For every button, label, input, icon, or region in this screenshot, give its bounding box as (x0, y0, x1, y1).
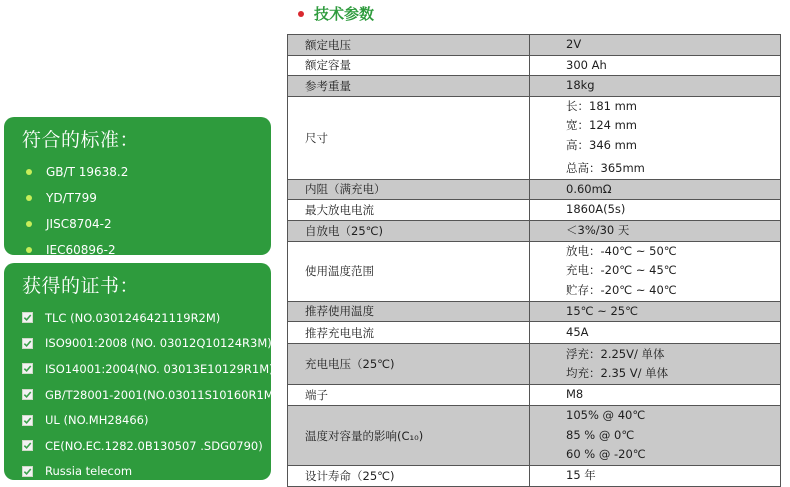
spec-value-line: 105% @ 40℃ (566, 408, 646, 423)
spec-value-line: 60 % @ -20℃ (566, 447, 646, 462)
spec-value-line: 贮存：-20℃ ~ 40℃ (566, 282, 677, 297)
spec-label: 端子 (288, 385, 530, 406)
spec-value (530, 220, 781, 241)
spec-row (288, 344, 781, 385)
spec-value-line: 均充：2.35 V/ 单体 (566, 366, 669, 380)
spec-row (288, 406, 781, 466)
spec-value (530, 241, 781, 301)
spec-value (530, 179, 781, 200)
spec-label: 额定容量 (288, 55, 530, 76)
standards-list (22, 159, 271, 263)
spec-label: 尺寸 (288, 96, 530, 179)
spec-value-line: ＜3%/30 天 (566, 222, 630, 237)
standards-panel (4, 117, 271, 255)
dot-icon (26, 221, 32, 227)
spec-value (530, 35, 781, 56)
spec-value-line: 宽：124 mm (566, 118, 638, 132)
certificate-item (22, 305, 271, 331)
spec-value (530, 466, 781, 487)
spec-label: 温度对容量的影响(C₁₀) (288, 406, 530, 466)
checkbox-check-icon (22, 440, 33, 451)
red-dot-icon (298, 11, 304, 17)
spec-value-line: 15 年 (566, 468, 596, 483)
spec-value (530, 76, 781, 97)
spec-row (288, 301, 781, 322)
certificate-label: Russia telecom (45, 464, 133, 479)
spec-row (288, 241, 781, 301)
spec-value-line: 浮充：2.25V/ 单体 (566, 346, 665, 361)
spec-value-line: 0.60mΩ (566, 181, 612, 196)
spec-row (288, 179, 781, 200)
spec-value-line: 18kg (566, 78, 595, 92)
certificates-list (22, 305, 279, 484)
spec-label: 额定电压 (288, 35, 530, 56)
spec-label: 推荐充电电流 (288, 322, 530, 344)
checkbox-check-icon (22, 338, 33, 349)
certificate-item (22, 382, 279, 408)
spec-row (288, 385, 781, 406)
spec-row (288, 96, 781, 179)
standard-label: YD/T799 (46, 191, 97, 205)
spec-value (530, 96, 781, 179)
spec-row (288, 466, 781, 487)
spec-value-line: 总高：365mm (566, 161, 645, 175)
spec-value-line: 充电：-20℃ ~ 45℃ (566, 263, 677, 278)
spec-value-line: 2V (566, 37, 582, 51)
spec-row (288, 200, 781, 221)
certificate-item (22, 356, 274, 382)
checkbox-check-icon (22, 389, 33, 400)
standard-label: IEC60896-2 (46, 243, 116, 257)
spec-row (288, 55, 781, 76)
spec-row (288, 76, 781, 97)
checkbox-check-icon (22, 312, 33, 323)
spec-value-line: 15℃ ~ 25℃ (566, 303, 639, 318)
spec-row (288, 35, 781, 56)
certificate-item (22, 331, 271, 357)
certificate-item (22, 407, 271, 433)
spec-label: 设计寿命（25℃) (288, 466, 530, 487)
checkbox-check-icon (22, 415, 33, 426)
spec-value (530, 406, 781, 466)
spec-row (288, 322, 781, 344)
spec-value-line: 1860A(5s) (566, 202, 626, 216)
spec-row (288, 220, 781, 241)
standard-label: JISC8704-2 (46, 217, 112, 231)
standard-item (22, 237, 271, 263)
spec-value (530, 344, 781, 385)
spec-value-line: 45A (566, 324, 589, 339)
spec-value-line: 300 Ah (566, 57, 607, 72)
standard-item (22, 159, 271, 185)
certificate-item (22, 433, 271, 459)
certificates-title: 获得的证书： (22, 275, 140, 297)
spec-value-line: 长：181 mm (566, 98, 638, 113)
certificate-label: ISO14001:2004(NO. 03013E10129R1M) (45, 361, 274, 376)
spec-table (287, 34, 781, 487)
spec-header (298, 3, 374, 24)
dot-icon (26, 195, 32, 201)
standard-item (22, 211, 271, 237)
spec-value (530, 385, 781, 406)
standard-label: GB/T 19638.2 (46, 165, 129, 179)
certificates-panel (4, 263, 279, 480)
checkbox-check-icon (22, 466, 33, 477)
spec-value-line: 放电：-40℃ ~ 50℃ (566, 243, 677, 258)
spec-label: 最大放电电流 (288, 200, 530, 221)
spec-label: 推荐使用温度 (288, 301, 530, 322)
spec-title: 技术参数 (314, 5, 375, 23)
spec-value-line: 高：346 mm (566, 137, 638, 152)
spec-value-line: 85 % @ 0℃ (566, 427, 635, 442)
spec-label: 充电电压（25℃) (288, 344, 530, 385)
standards-title: 符合的标准： (22, 129, 140, 151)
certificate-item (22, 459, 271, 485)
spec-label: 内阻（满充电） (288, 179, 530, 200)
certificate-label: TLC (NO.0301246421119R2M) (45, 310, 221, 325)
dot-icon (26, 247, 32, 253)
spec-value (530, 322, 781, 344)
spec-label: 使用温度范围 (288, 241, 530, 301)
spec-label: 自放电（25℃) (288, 220, 530, 241)
certificate-label: CE(NO.EC.1282.0B130507 .SDG0790) (45, 438, 263, 453)
checkbox-check-icon (22, 363, 33, 374)
certificate-label: UL (NO.MH28466) (45, 413, 149, 428)
dot-icon (26, 169, 32, 175)
spec-label: 参考重量 (288, 76, 530, 97)
standard-item (22, 185, 271, 211)
spec-value (530, 55, 781, 76)
spec-value (530, 200, 781, 221)
spec-value-line: M8 (566, 387, 584, 402)
spec-value (530, 301, 781, 322)
certificate-label: ISO9001:2008 (NO. 03012Q10124R3M) (45, 336, 272, 351)
certificate-label: GB/T28001-2001(NO.03011S10160R1M) (45, 387, 279, 402)
